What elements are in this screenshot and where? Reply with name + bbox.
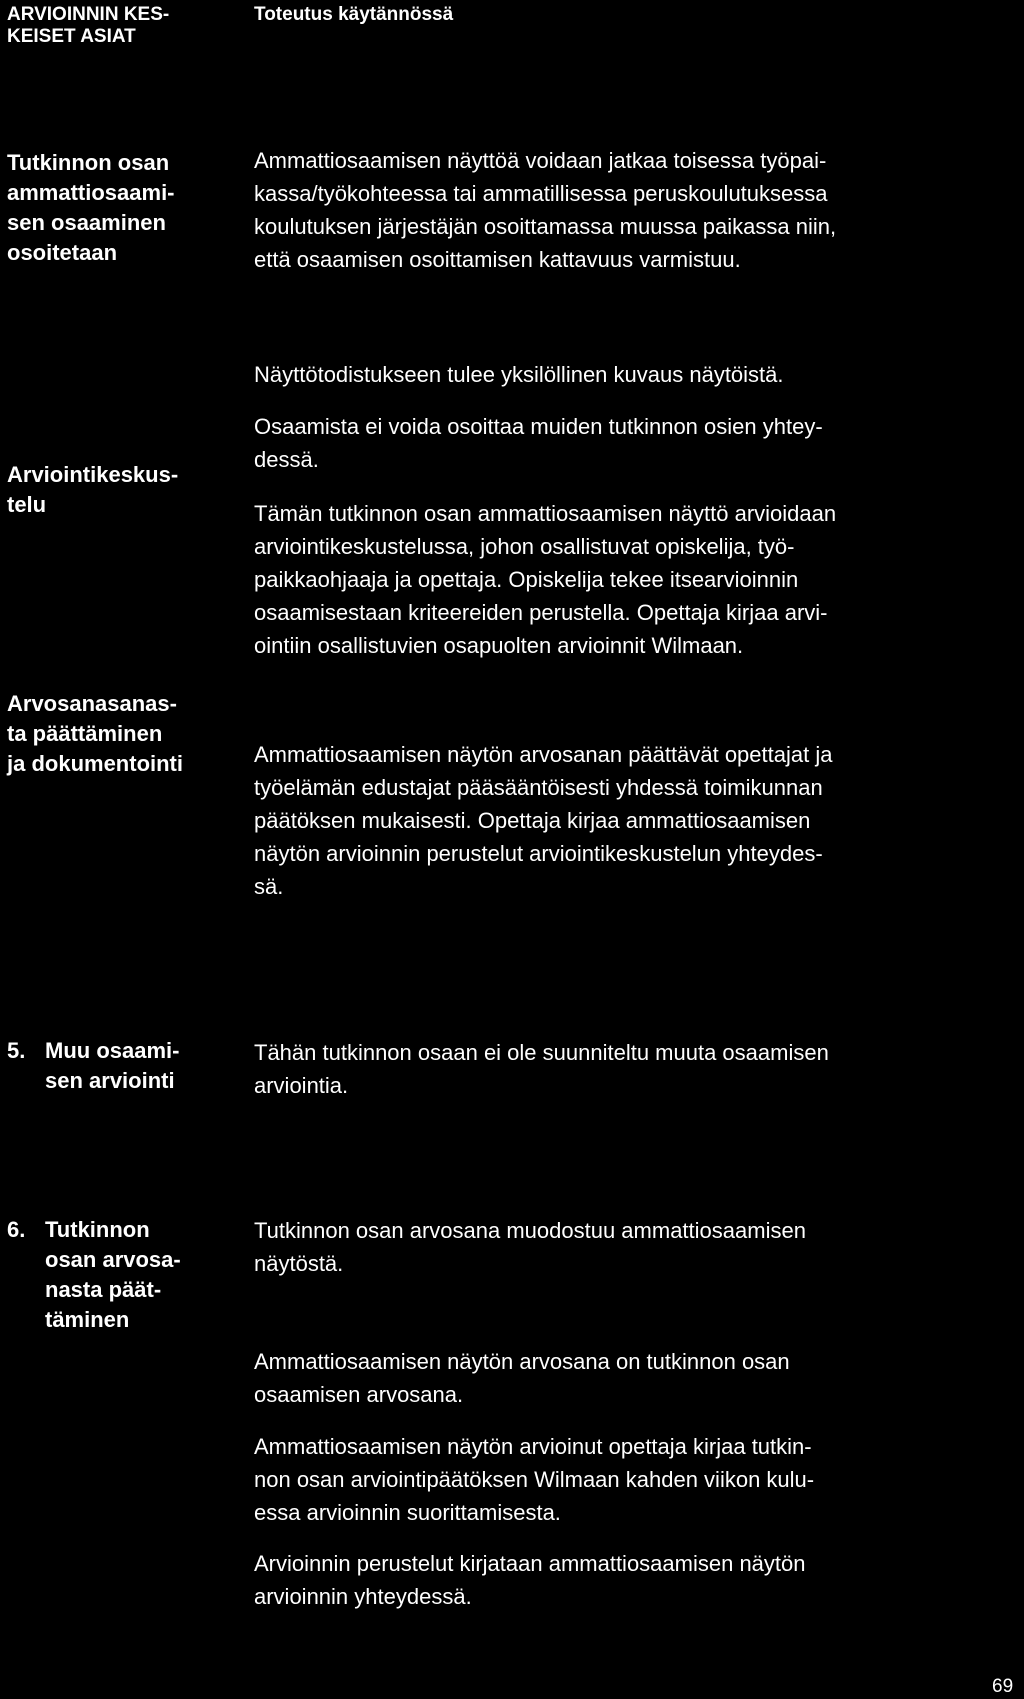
row-label-osaaminen-osoitetaan: Tutkinnon osan ammattiosaami- sen osaaminen osoitetaan xyxy=(7,150,175,265)
page-number: 69 xyxy=(992,1676,1014,1697)
row-text-paragraph: Osaamista ei voida osoittaa muiden tutkinnon osien yhtey- dessä. xyxy=(254,414,823,472)
row-label-arvosanasta-paattaminen: Tutkinnon osan arvosa- nasta päät- täminen xyxy=(45,1217,181,1332)
row-text-paragraph: Ammattiosaamisen näytön arvioinut opettaja kirjaa tutkin- non osan arviointipäätöksen Wilmaan kahden viikon kulu- essa arvioinnin suorittamisesta. xyxy=(254,1434,815,1525)
row-text-paragraph: Ammattiosaamisen näyttöä voidaan jatkaa toisessa työpai- kassa/työkohteessa tai ammatillisessa peruskoulutuksessa koulutuksen järjestäjän osoittamassa muussa paikassa niin, että osaamisen osoittamisen kattavuus varmistuu. xyxy=(254,148,837,272)
row-text-paragraph: Tämän tutkinnon osan ammattiosaamisen näyttö arvioidaan arviointikeskustelussa, johon osallistuvat opiskelija, työ- paikkaohjaaja ja opettaja. Opiskelija tekee itsearvioinnin osaamisestaan kriteereiden perustella. Opettaja kirjaa arvi- ointiin osallistuvien osapuolten arvioinnit Wilmaan. xyxy=(254,501,837,658)
row-text-paragraph: Arvioinnin perustelut kirjataan ammattiosaamisen näytön arvioinnin yhteydessä. xyxy=(254,1551,806,1609)
row-label-arviointikeskustelu: Arviointikeskus- telu xyxy=(7,462,179,517)
row-label-muu-osaamisen-arviointi: Muu osaami- sen arviointi xyxy=(45,1038,180,1093)
row-number: 5. xyxy=(7,1038,26,1063)
row-label-paattaminen-dokumentointi: Arvosanasanas- ta päättäminen ja dokumentointi xyxy=(7,691,183,776)
row-text-paragraph: Näyttötodistukseen tulee yksilöllinen kuvaus näytöistä. xyxy=(254,362,784,387)
row-text-paragraph: Tutkinnon osan arvosana muodostuu ammattiosaamisen näytöstä. xyxy=(254,1218,806,1276)
row-number: 6. xyxy=(7,1217,26,1242)
row-text-paragraph: Tähän tutkinnon osaan ei ole suunniteltu muuta osaamisen arviointia. xyxy=(254,1040,829,1098)
row-text-paragraph: Ammattiosaamisen näytön arvosana on tutkinnon osan osaamisen arvosana. xyxy=(254,1349,790,1407)
header-left: ARVIOINNIN KES- KEISET ASIAT xyxy=(7,4,170,47)
row-text-paragraph: Ammattiosaamisen näytön arvosanan päättävät opettajat ja työelämän edustajat pääsääntöisesti yhdessä toimikunnan päätöksen mukaisesti. Opettaja kirjaa ammattiosaamisen näytön arvioinnin perustelut arviointikeskustelun yhteydes- sä. xyxy=(254,742,833,899)
header-right: Toteutus käytännössä xyxy=(254,4,454,25)
